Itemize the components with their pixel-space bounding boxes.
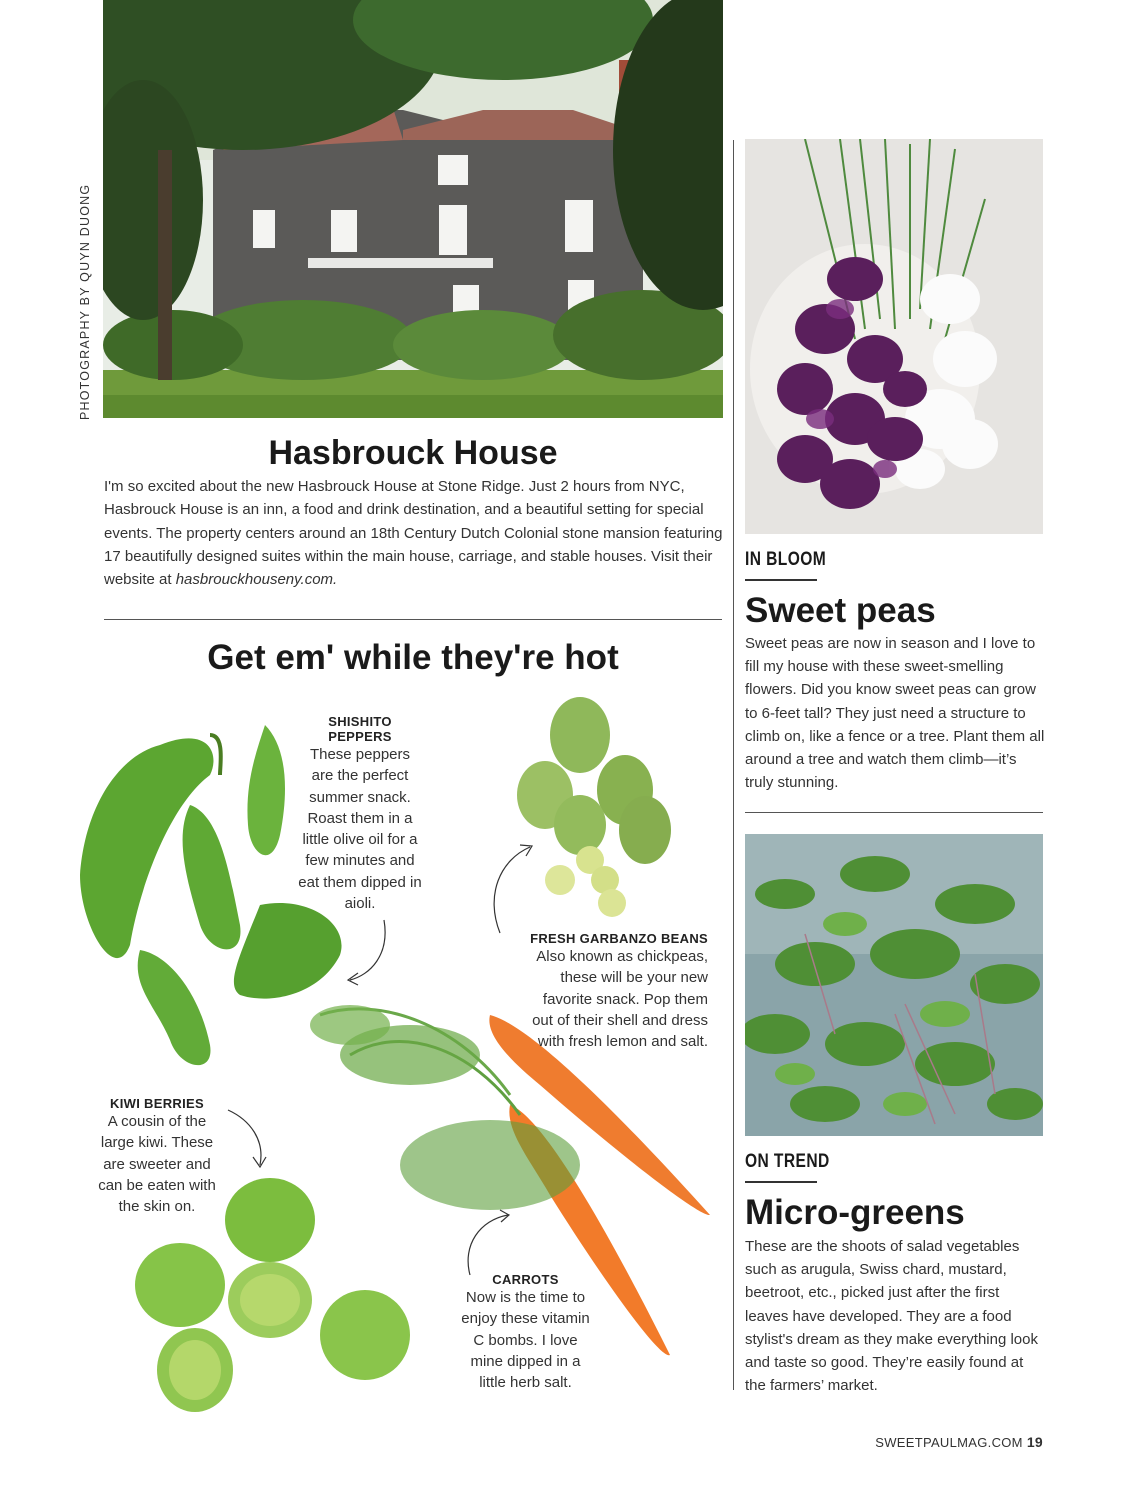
kiwi-text: A cousin of the large kiwi. These are sweeter and can be eaten with the skin on. <box>98 1113 216 1216</box>
micro-greens-kicker-rule <box>745 1181 817 1183</box>
shishito-text: These peppers are the perfect summer snack. Roast them in a little olive oil for a few minutes and eat them dipped in aioli. <box>298 746 422 913</box>
hasbrouck-body <box>104 475 724 591</box>
micro-greens-body: These are the shoots of salad vegetables such as arugula, Swiss chard, mustard, beetroot, etc., picked just after the first leaves have developed. They are a food stylist's dream as they make everything look and taste so good. They’re easily found at the farmers’ market. <box>745 1238 1038 1395</box>
carrots-caption <box>458 1272 593 1393</box>
hasbrouck-website-link[interactable]: hasbrouckhouseny.com. <box>175 571 338 589</box>
shishito-caption <box>298 714 422 914</box>
section-divider <box>104 619 722 620</box>
hot-section-title: Get em' while they're hot <box>207 638 619 677</box>
photo-credit: PHOTOGRAPHY BY QUYN DUONG <box>78 183 92 420</box>
garbanzo-beans-image <box>517 697 671 917</box>
column-divider <box>733 140 734 1390</box>
shishito-label: SHISHITO PEPPERS <box>328 714 392 744</box>
sweet-peas-body: Sweet peas are now in season and I love to fill my house with these sweet-smelling flowers. Did you know sweet peas can grow to 6-feet tall? They just need a structure to climb on, like a fence or a tree. Plant them all around a tree and watch them climb—it’s truly stunning. <box>745 635 1045 792</box>
footer-site[interactable]: SWEETPAULMAG.COM <box>875 1435 1023 1450</box>
garbanzo-caption <box>500 931 708 1052</box>
hasbrouck-house-photo <box>103 0 723 418</box>
sweet-peas-photo <box>745 139 1043 534</box>
garbanzo-text: Also known as chickpeas, these will be your new favorite snack. Pop them out of their shell and dress with fresh lemon and salt. <box>532 948 708 1051</box>
micro-greens-title: Micro-greens <box>745 1193 965 1232</box>
carrots-text: Now is the time to enjoy these vitamin C bombs. I love mine dipped in a little herb salt. <box>461 1289 590 1392</box>
sweet-peas-kicker: IN BLOOM <box>745 549 827 570</box>
hasbrouck-title: Hasbrouck House <box>268 434 558 472</box>
hasbrouck-body-text: I'm so excited about the new Hasbrouck House at Stone Ridge. Just 2 hours from NYC, Hasbrouck House is an inn, a food and drink destination, and a beautiful setting for special events. The property centers around an 18th Century Dutch Colonial stone mansion featuring 17 beautifully designed suites within the main house, carriage, and stable houses. Visit their website at <box>104 478 723 589</box>
micro-greens-kicker: ON TREND <box>745 1151 830 1172</box>
micro-greens-photo <box>745 834 1043 1136</box>
carrots-label: CARROTS <box>492 1272 559 1287</box>
sweet-peas-kicker-rule <box>745 579 817 581</box>
sweet-peas-title: Sweet peas <box>745 591 936 630</box>
kiwi-label: KIWI BERRIES <box>110 1096 204 1111</box>
garbanzo-label: FRESH GARBANZO BEANS <box>530 931 708 946</box>
kiwi-caption <box>96 1096 218 1217</box>
page-footer <box>875 1434 1043 1450</box>
page-number: 19 <box>1026 1434 1043 1450</box>
sidebar-divider <box>745 812 1043 813</box>
